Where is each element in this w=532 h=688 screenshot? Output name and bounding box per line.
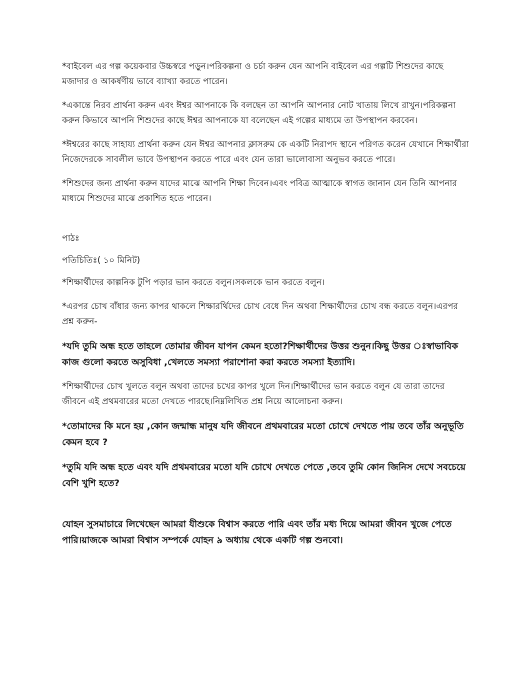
closing-paragraph-john-gospel: যোহন সুসমাচারে লিখেছেন আমরা যীশুকে বিশ্বাস করতে পারি এবং তাঁর মধ্য দিয়ে আমরা জীবন খুজে পেতে পারি।য়াজকে আমরা বিশ্বাস সম্পর্কে যোহন ৯ অধ্যায় থেকে একটি গল্প শুনবো। [62,520,452,546]
paragraph-safe-classroom: *ঈশ্বরের কাছে সাহায্য প্রার্থনা করুন যেন ঈশ্বর আপনার ক্লাসরুম কে একটি নিরাপদ স্থানে পরিণত করেন যেখানে শিক্ষার্থীরা নিজেদেরকে সাবলীল ভাবে উপস্থাপন করতে পারে এবং যেন তারা ভালোবাসা অনুভব করতে পারে। [62,140,469,165]
paragraph-read-story: *বাইবেল এর গল্প কয়েকবার উচ্চস্বরে পড়ুন।পরিকল্পনা ও চর্চা করুন যেন আপনি বাইবেল এর গল্পটি শিশুদের কাছে মজাদার ও আকর্ষণীয় ভাবে ব্যাখ্যা করতে পারেন। [62,62,444,87]
paragraph-blindfold: *এরপর চোখ বাঁধার জন্য কাপর থাকলে শিক্ষারর্থিদের চোখ বেধে দিন অথবা শিক্ষার্থীদের চোখ বন্ধ করতে বলুন।এরপর প্রশ্ন করুন- [62,302,459,327]
section-heading-introduction: পতিচিতিঃ( ১০ মিনিট) [62,256,141,266]
paragraph-imaginary-hat: *শিক্ষার্থীদের কাল্পনিক টুপি পড়ার ভান করতে বলুন।সকলকে ভান করতে বলুন। [62,278,325,288]
lesson-heading: পাঠঃ [62,234,80,244]
spacer [62,501,470,517]
paragraph-open-eyes: *শিক্ষার্থীদের চোখ খুলতে বলুন অথবা তাদের চখের কাপর খুলে দিন।শিক্ষার্থীদের ভান করতে বলুন যে তারা তাদের জীবনে এই প্রথমবারের মতো দেখতে পারছে।নিম্নলিখিত প্রশ্ন নিয়ে আলোচনা করুন। [62,382,445,407]
question-if-blind: *যদি তুমি অন্ধ হতে তাহলে তোমার জীবন যাপন কেমন হতো?শিক্ষার্থীদের উত্তর শুনুন।কিছু উত্তর ঃস্বাভাবিক কাজ গুলো করতে অসুবিধা ,খেলতে সমস্যা পরাশোনা করা করতে সমস্যা ইত্যাদি। [62,342,459,368]
question-what-would-you-see: *তুমি যদি অন্ধ হতে এবং যদি প্রথমবারের মতো যদি চোখে দেখতে পেতে ,তবে তুমি কোন জিনিস দেখে সবচেয়ে বেশি খুশি হতে? [62,463,466,489]
paragraph-silent-prayer: *একান্তে নিরব প্রার্থনা করুন এবং ঈশ্বর আপনাকে কি বলছেন তা আপনি আপনার নোট খাতায় লিখে রাখুন।পরিকল্পনা করুন কিভাবে আপনি শিশুদের কাছে ঈশ্বর আপনাকে যা বলেছেন এই গল্পের মাধ্যমে তা উপস্থাপন করবেন। [62,101,456,126]
paragraph-pray-for-children: *শিশুদের জন্য প্রার্থনা করুন যাদের মাঝে আপনি শিক্ষা দিবেন।এবং পবিত্র আত্মাকে স্বাগত জানান যেন তিনি আপনার মাধ্যমে শিশুদের মাঝে প্রকাশিত হতে পারেন। [62,179,457,204]
spacer [62,216,470,232]
question-born-blind-feeling: *তোমাদের কি মনে হয় ,কোন জন্মান্ধ মানুষ যদি জীবনে প্রথমবারের মতো চোখে দেখতে পায় তবে তাঁর অনুভূতি কেমন হবে ? [62,422,464,448]
